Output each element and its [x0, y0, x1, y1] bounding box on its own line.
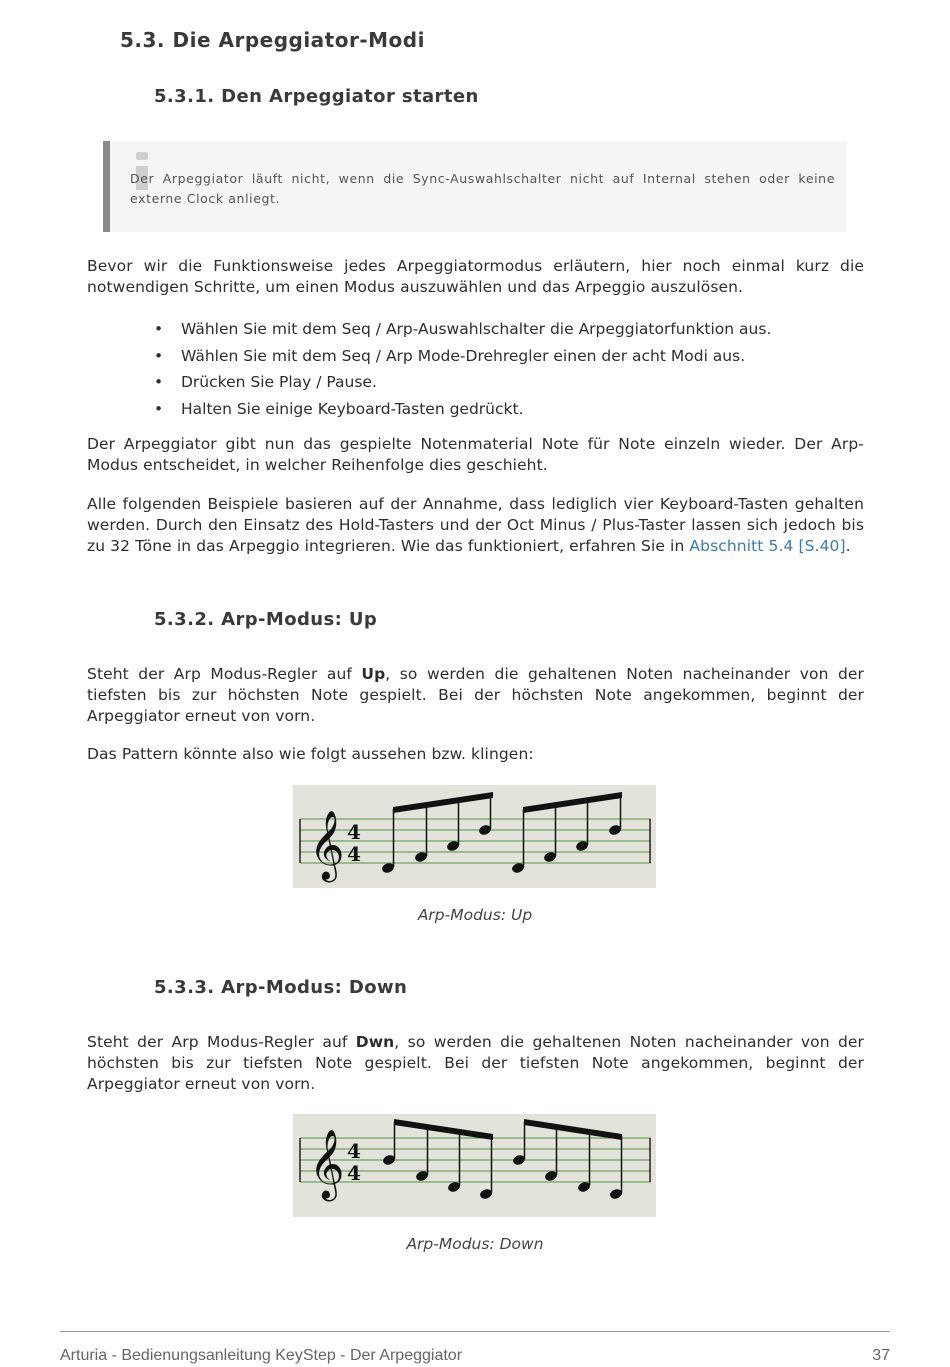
- down-text-a: Steht der Arp Modus-Regler auf: [87, 1033, 356, 1051]
- list-item-text: Halten Sie einige Keyboard-Tasten gedrückt.: [181, 399, 524, 418]
- section-title: 5.3. Die Arpeggiator-Modi: [120, 28, 425, 52]
- list-item: [154, 316, 854, 343]
- list-item: [154, 396, 854, 423]
- list-item: [154, 343, 854, 370]
- bullet: •: [154, 346, 164, 365]
- music-notation-down: [293, 1114, 656, 1217]
- list-item-text: Wählen Sie mit dem Seq / Arp Mode-Drehregler einen der acht Modi aus.: [181, 346, 746, 365]
- page-number: 37: [872, 1347, 890, 1364]
- steps-list: [154, 316, 854, 422]
- down-paragraph: [87, 1032, 864, 1095]
- bullet: •: [154, 399, 164, 418]
- info-note-text: Der Arpeggiator läuft nicht, wenn die Sync-Auswahlschalter nicht auf Internal stehen oder keine externe Clock anliegt.: [130, 171, 835, 206]
- up-text-b: , so werden die gehaltenen Noten nacheinander von der tiefsten bis zur höchsten Note gespielt. Bei der höchsten Note angekommen, beginnt der Arpeggiator erneut von vorn.: [87, 665, 864, 725]
- score-down: [293, 1114, 656, 1217]
- caption-down: Arp-Modus: Down: [406, 1235, 544, 1253]
- examples-text: Alle folgenden Beispiele basieren auf der Annahme, dass lediglich vier Keyboard-Tasten gehalten werden. Durch den Einsatz des Hold-Tasters und der Oct Minus / Plus-Taster lassen sich jedoch bis zu 32 Töne in das Arpeggio integrieren. Wie das funktioniert, erfahren Sie in: [87, 495, 864, 555]
- examples-end: .: [845, 537, 851, 555]
- subsection-title-down: 5.3.3. Arp-Modus: Down: [154, 977, 408, 998]
- beam: [393, 792, 493, 813]
- info-note: [103, 141, 846, 232]
- examples-paragraph: [87, 494, 864, 557]
- treble-clef-icon: 𝄞: [309, 1129, 345, 1199]
- footer-divider: [60, 1331, 890, 1332]
- bullet: •: [154, 320, 164, 338]
- time-signature-top: 4: [347, 1139, 361, 1163]
- down-keyword: Dwn: [355, 1033, 395, 1051]
- time-signature-top: 4: [347, 820, 361, 844]
- time-signature-bottom: 4: [347, 842, 361, 866]
- bullet: •: [154, 373, 164, 391]
- up-paragraph: [87, 664, 864, 727]
- intro-paragraph: Bevor wir die Funktionsweise jedes Arpeggiatormodus erläutern, hier noch einmal kurz die notwendigen Schritte, um einen Modus auszuwählen und das Arpeggio auszulösen.: [87, 257, 864, 296]
- beam: [524, 1119, 622, 1140]
- caption-up: Arp-Modus: Up: [417, 906, 533, 924]
- list-item-text: Wählen Sie mit dem Seq / Arp-Auswahlschalter die Arpeggiatorfunktion aus.: [181, 320, 772, 338]
- time-signature-bottom: 4: [347, 1161, 361, 1185]
- music-notation-up: [293, 785, 656, 888]
- down-text-b: , so werden die gehaltenen Noten nacheinander von der höchsten bis zur tiefsten Note gespielt. Bei der tiefsten Note angekommen, beginnt der Arpeggiator erneut von vorn.: [87, 1033, 865, 1093]
- pattern-paragraph: Das Pattern könnte also wie folgt aussehen bzw. klingen:: [87, 745, 534, 763]
- footer-title: Arturia - Bedienungsanleitung KeyStep - Der Arpeggiator: [60, 1347, 463, 1364]
- list-item: [154, 369, 854, 396]
- beam: [394, 1119, 493, 1140]
- mode-paragraph: Der Arpeggiator gibt nun das gespielte Notenmaterial Note für Note einzeln wieder. Der Arp-Modus entscheidet, in welcher Reihenfolge dies geschieht.: [87, 435, 864, 474]
- up-text-a: Steht der Arp Modus-Regler auf: [87, 665, 362, 683]
- score-up: [293, 785, 656, 888]
- section-link[interactable]: Abschnitt 5.4 [S.40]: [689, 537, 846, 555]
- list-item-text: Drücken Sie Play / Pause.: [181, 373, 377, 391]
- up-keyword: Up: [361, 665, 386, 683]
- beam: [523, 792, 622, 813]
- subsection-title-start: 5.3.1. Den Arpeggiator starten: [154, 86, 479, 107]
- treble-clef-icon: 𝄞: [309, 810, 345, 880]
- subsection-title-up: 5.3.2. Arp-Modus: Up: [154, 609, 378, 630]
